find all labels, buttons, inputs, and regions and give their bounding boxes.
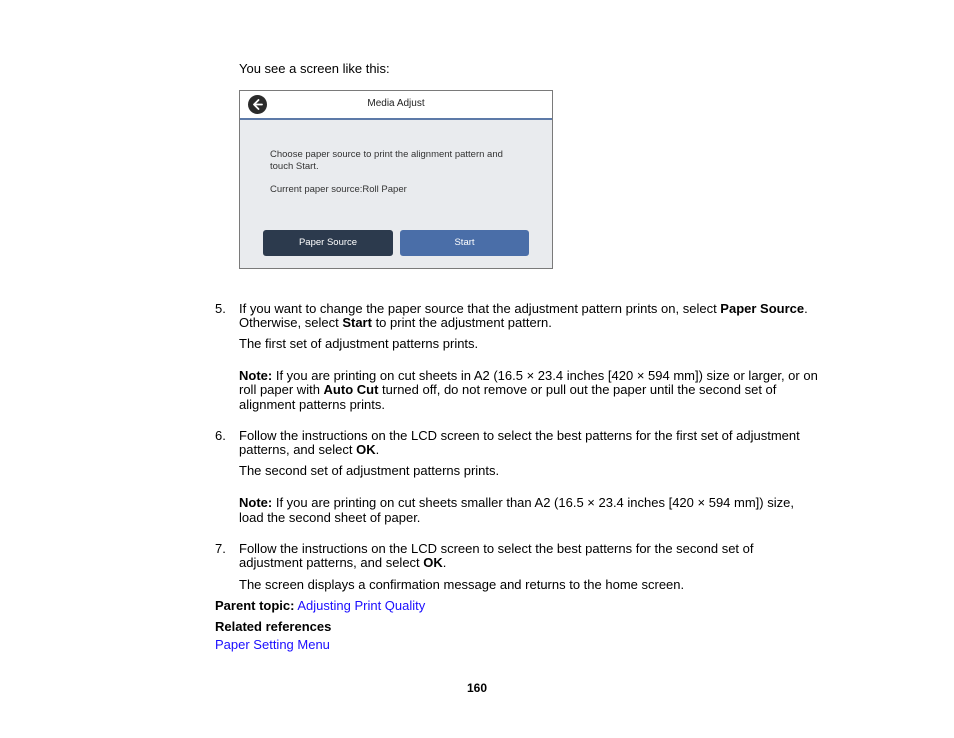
step5-result: The first set of adjustment patterns prints. (239, 336, 479, 351)
parent-topic-link[interactable]: Adjusting Print Quality (297, 598, 426, 613)
screen-header (240, 91, 552, 120)
current-paper-source: Current paper source:Roll Paper (270, 184, 407, 195)
step7-line2: adjustment patterns, and select OK. (239, 555, 447, 570)
paper-source-button[interactable]: Paper Source (263, 230, 393, 256)
screen-message-line: touch Start. (270, 160, 319, 172)
step5-line2: Otherwise, select Start to print the adjustment pattern. (239, 315, 552, 330)
lcd-screen-image (239, 90, 553, 269)
step-number: 7. (215, 541, 226, 556)
step6-result: The second set of adjustment patterns prints. (239, 463, 500, 478)
step6-line1: Follow the instructions on the LCD screen to select the best patterns for the first set of adjustment (239, 428, 800, 443)
step6-note-line2: load the second sheet of paper. (239, 510, 421, 525)
related-references-heading: Related references (215, 619, 332, 634)
step5-note-line1: Note: If you are printing on cut sheets in A2 (16.5 × 23.4 inches [420 × 594 mm]) size or larger, or on (239, 368, 818, 383)
step5-line1: If you want to change the paper source that the adjustment pattern prints on, select Paper Source. (239, 301, 808, 316)
step7-line1: Follow the instructions on the LCD screen to select the best patterns for the second set of (239, 541, 754, 556)
intro-text: You see a screen like this: (239, 61, 390, 76)
screen-message-line: Choose paper source to print the alignment pattern and (270, 149, 503, 160)
step5-note-line3: alignment patterns prints. (239, 397, 385, 412)
page-number: 160 (466, 681, 488, 695)
parent-topic-label: Parent topic: (215, 598, 295, 613)
parent-topic (215, 599, 425, 614)
related-references-item (215, 638, 330, 653)
step5-note-line2: roll paper with Auto Cut turned off, do not remove or pull out the paper until the second set of (239, 382, 777, 397)
screen-title: Media Adjust (367, 98, 425, 109)
step-number: 5. (215, 301, 226, 316)
step7-result: The screen displays a confirmation message and returns to the home screen. (239, 577, 685, 592)
paper-setting-menu-link[interactable]: Paper Setting Menu (215, 637, 330, 652)
step-number: 6. (215, 428, 226, 443)
start-button[interactable]: Start (400, 230, 529, 256)
step6-line2: patterns, and select OK. (239, 442, 380, 457)
screen-message (270, 149, 503, 172)
step6-note-line1: Note: If you are printing on cut sheets smaller than A2 (16.5 × 23.4 inches [420 × 594 mm]) size, (239, 495, 794, 510)
